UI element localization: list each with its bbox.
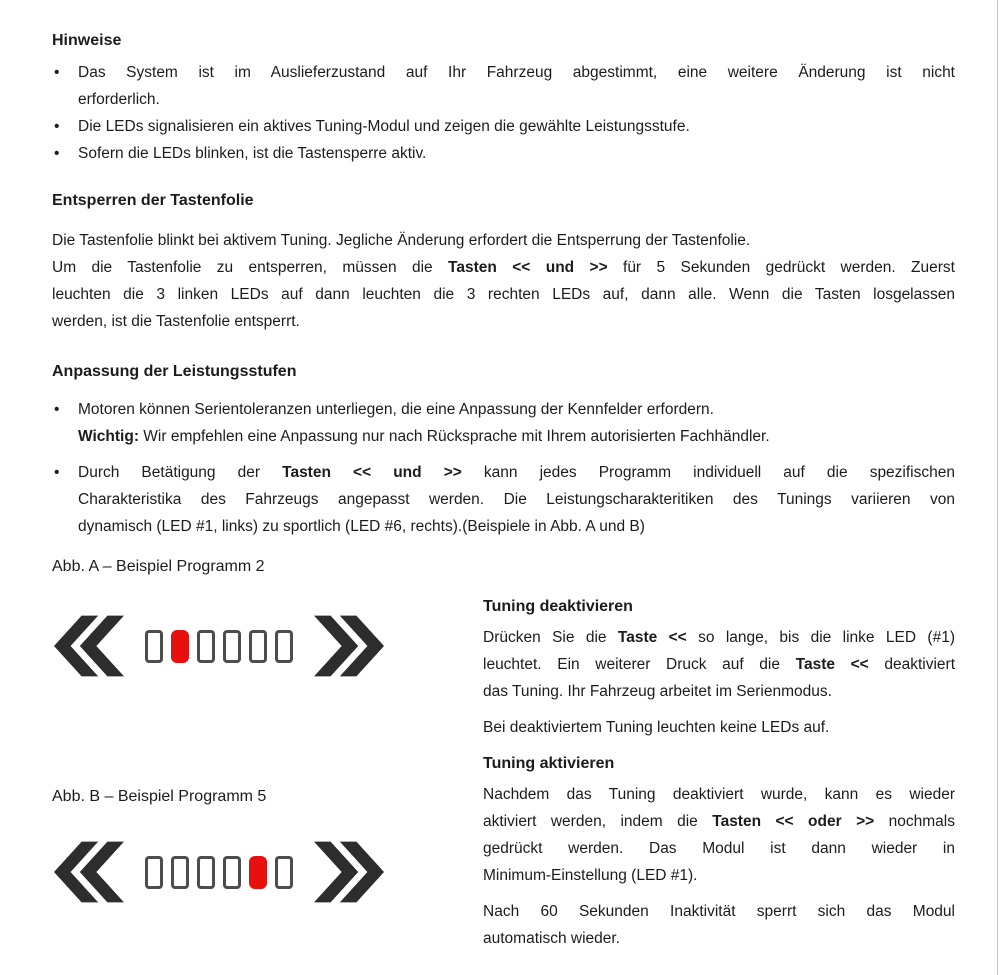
text-segment: Tasten << oder >> [712, 813, 875, 830]
text-segment: kann jedes Programm individuell auf die spezifischen [461, 464, 955, 481]
text-segment: Minimum-Einstellung (LED #1). [483, 867, 698, 884]
text-line [78, 86, 955, 113]
text-segment: dynamisch (LED #1, links) zu sportlich (LED #6, rechts).(Beispiele in Abb. A und B) [78, 518, 645, 535]
text-line [483, 624, 955, 651]
text-line [78, 140, 955, 167]
text-line [483, 898, 955, 925]
list-item-text [78, 59, 955, 113]
text-segment: Motoren können Serientoleranzen unterliegen, die eine Anpassung der Kennfelder erfordern. [78, 401, 714, 418]
figure-b-caption: Abb. B – Beispiel Programm 5 [52, 788, 267, 805]
text-line [78, 486, 955, 513]
text-segment: Bei deaktiviertem Tuning leuchten keine LEDs auf. [483, 719, 830, 736]
bullet-marker: • [54, 145, 60, 162]
led-active [171, 630, 189, 663]
text-segment: deaktiviert [868, 656, 955, 673]
text-segment: Die Tastenfolie blinkt bei aktivem Tuning. Jegliche Änderung erfordert die Entsperrung der Tastenfolie. [52, 232, 751, 249]
led-inactive [223, 630, 241, 663]
led-active [249, 856, 267, 889]
led-inactive [145, 856, 163, 889]
list-item [52, 59, 955, 113]
text-segment: Tasten << und >> [448, 259, 608, 276]
text-line [483, 781, 955, 808]
led-display-figure-a [54, 614, 483, 678]
bullet-marker: • [54, 464, 60, 481]
text-segment: Drücken Sie die [483, 629, 618, 646]
text-line [52, 308, 955, 335]
figure-a-caption: Abb. A – Beispiel Programm 2 [52, 558, 265, 575]
led-inactive [197, 630, 215, 663]
section-title-hinweise: Hinweise [52, 32, 122, 49]
text-segment: Taste << [617, 629, 687, 646]
list-item [52, 396, 955, 450]
text-segment: werden, ist die Tastenfolie entsperrt. [52, 313, 300, 330]
list-item-text [78, 113, 955, 140]
section-entsperren [52, 190, 955, 335]
figures-and-instructions [52, 556, 955, 961]
led-row [145, 630, 293, 663]
list-item-text [78, 459, 955, 540]
led-inactive [223, 856, 241, 889]
page-right-edge [997, 0, 998, 975]
section-title-entsperren: Entsperren der Tastenfolie [52, 192, 254, 209]
text-segment: Die LEDs signalisieren ein aktives Tuning-Modul und zeigen die gewählte Leistungsstufe. [78, 118, 690, 135]
text-line [78, 59, 955, 86]
text-segment: so lange, bis die linke LED (#1) [686, 629, 955, 646]
list-item [52, 140, 955, 167]
text-line [78, 459, 955, 486]
text-line [78, 113, 955, 140]
paragraph [52, 227, 955, 254]
text-segment: Nach 60 Sekunden Inaktivität sperrt sich das Modul [483, 903, 955, 920]
text-line [483, 808, 955, 835]
text-segment: Wichtig: [78, 428, 139, 445]
section-anpassung [52, 361, 955, 540]
list-item [52, 459, 955, 540]
text-line [78, 423, 955, 450]
instructions-column [483, 556, 955, 961]
text-line [78, 396, 955, 423]
text-segment: für 5 Sekunden gedrückt werden. Zuerst [607, 259, 955, 276]
paragraph [483, 624, 955, 705]
text-line [483, 714, 955, 741]
led-display-figure-b [54, 840, 483, 904]
paragraph [483, 898, 955, 952]
text-line [483, 925, 955, 952]
text-segment: Charakteristika des Fahrzeugs angepasst werden. Die Leistungscharakteritiken des Tunings variieren von [78, 491, 955, 508]
paragraph [483, 714, 955, 741]
text-segment: Nachdem das Tuning deaktiviert wurde, kann es wieder [483, 786, 955, 803]
text-segment: Das System ist im Auslieferzustand auf Ihr Fahrzeug abgestimmt, eine weitere Änderung ist nicht [78, 64, 955, 81]
text-line [78, 513, 955, 540]
text-segment: Tasten << und >> [282, 464, 462, 481]
text-line [483, 651, 955, 678]
text-segment: automatisch wieder. [483, 930, 620, 947]
text-line [52, 227, 955, 254]
list-item-text [78, 396, 955, 450]
double-chevron-left-icon [54, 614, 124, 678]
led-inactive [275, 630, 293, 663]
section-title-anpassung: Anpassung der Leistungsstufen [52, 363, 297, 380]
double-chevron-right-icon [314, 840, 384, 904]
bullet-marker: • [54, 118, 60, 135]
text-segment: leuchtet. Ein weiterer Druck auf die [483, 656, 796, 673]
text-segment: Wir empfehlen eine Anpassung nur nach Rücksprache mit Ihrem autorisierten Fachhändler. [139, 428, 770, 445]
section-hinweise [52, 30, 955, 167]
led-inactive [145, 630, 163, 663]
text-segment: gedrückt werden. Das Modul ist dann wieder in [483, 840, 955, 857]
section-title-tuning-deaktivieren: Tuning deaktivieren [483, 598, 633, 615]
text-line [483, 678, 955, 705]
list-item [52, 113, 955, 140]
double-chevron-left-icon [54, 840, 124, 904]
led-inactive [249, 630, 267, 663]
text-line [483, 835, 955, 862]
figures-column [52, 556, 483, 904]
text-segment: Sofern die LEDs blinken, ist die Tastensperre aktiv. [78, 145, 427, 162]
text-segment: Durch Betätigung der [78, 464, 283, 481]
paragraph [483, 781, 955, 889]
led-inactive [275, 856, 293, 889]
paragraph [52, 254, 955, 335]
bullet-marker: • [54, 64, 60, 81]
text-segment: aktiviert werden, indem die [483, 813, 713, 830]
text-segment: das Tuning. Ihr Fahrzeug arbeitet im Serienmodus. [483, 683, 832, 700]
section-title-tuning-aktivieren: Tuning aktivieren [483, 755, 615, 772]
text-segment: erforderlich. [78, 91, 160, 108]
led-inactive [197, 856, 215, 889]
text-segment: leuchten die 3 linken LEDs auf dann leuchten die 3 rechten LEDs auf, dann alle. Wenn die Tasten losgelassen [52, 286, 955, 303]
bullet-marker: • [54, 401, 60, 418]
led-row [145, 856, 293, 889]
text-segment: Taste << [795, 656, 869, 673]
text-line [52, 281, 955, 308]
double-chevron-right-icon [314, 614, 384, 678]
text-line [483, 862, 955, 889]
list-item-text [78, 140, 955, 167]
text-segment: Um die Tastenfolie zu entsperren, müssen die [52, 259, 449, 276]
led-inactive [171, 856, 189, 889]
text-line [52, 254, 955, 281]
text-segment: nochmals [874, 813, 955, 830]
